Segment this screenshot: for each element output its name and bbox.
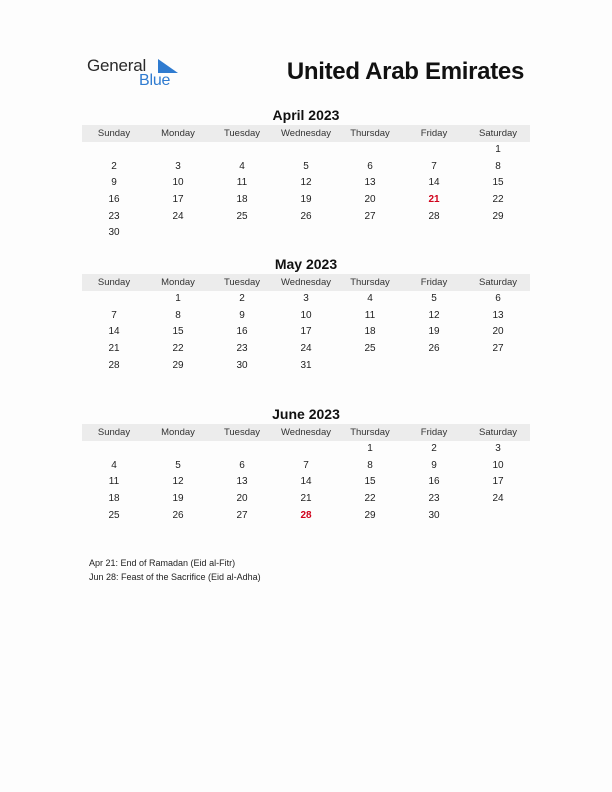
day-cell: 13 <box>236 476 248 488</box>
weekday-label: Sunday <box>97 128 131 139</box>
empty-day-cell <box>274 441 338 458</box>
day-cell: 7 <box>303 459 309 471</box>
day-cell: 21 <box>428 194 440 206</box>
day-cell: 23 <box>108 210 120 222</box>
day-cell: 29 <box>492 210 504 222</box>
day-cell: 11 <box>108 476 120 488</box>
flag-icon <box>156 59 178 73</box>
empty-day-cell <box>274 142 338 159</box>
weekday-label: Tuesday <box>223 277 261 288</box>
day-cell: 12 <box>428 309 440 321</box>
day-cell: 6 <box>367 160 373 172</box>
day-cell: 2 <box>239 293 245 304</box>
month-may <box>82 254 530 374</box>
empty-day-cell <box>402 142 466 159</box>
day-cell: 20 <box>236 493 248 505</box>
day-cell: 22 <box>492 194 504 206</box>
month-april <box>82 105 530 242</box>
holiday-note: Apr 21: End of Ramadan (Eid al-Fitr) <box>89 558 236 568</box>
day-cell: 25 <box>108 509 120 521</box>
week-row <box>82 225 530 242</box>
empty-day-cell <box>82 441 146 458</box>
day-cell: 24 <box>300 343 312 355</box>
day-cell: 24 <box>492 493 504 505</box>
day-cell: 6 <box>239 459 245 471</box>
day-cell: 27 <box>364 210 376 222</box>
empty-day-cell <box>210 142 274 159</box>
day-cell: 22 <box>364 493 376 505</box>
day-cell: 30 <box>428 509 440 521</box>
month-grid <box>82 441 530 524</box>
day-cell: 11 <box>364 309 376 321</box>
day-cell: 5 <box>175 459 181 471</box>
empty-day-cell <box>146 142 210 159</box>
weekday-header <box>82 125 530 142</box>
day-cell: 20 <box>492 326 504 338</box>
day-cell: 16 <box>108 194 120 206</box>
empty-day-cell <box>274 225 338 242</box>
day-cell: 14 <box>300 476 312 488</box>
holiday-notes <box>89 557 261 584</box>
empty-day-cell <box>466 508 530 525</box>
day-cell: 29 <box>172 359 184 371</box>
empty-day-cell <box>146 225 210 242</box>
empty-day-cell <box>466 225 530 242</box>
month-title: April 2023 <box>272 107 340 123</box>
day-cell: 25 <box>364 343 376 355</box>
month-june <box>82 404 530 524</box>
week-row <box>82 175 530 192</box>
day-cell: 23 <box>428 493 440 505</box>
day-cell: 18 <box>108 493 120 505</box>
day-cell: 4 <box>239 160 245 172</box>
weekday-label: Wednesday <box>281 277 331 288</box>
weekday-label: Friday <box>420 277 448 288</box>
month-grid <box>82 142 530 242</box>
empty-day-cell <box>338 358 402 375</box>
week-row <box>82 341 530 358</box>
day-cell: 8 <box>495 160 501 172</box>
week-row <box>82 474 530 491</box>
weekday-label: Monday <box>161 128 195 139</box>
empty-day-cell <box>82 291 146 308</box>
weekday-label: Saturday <box>478 128 518 139</box>
day-cell: 12 <box>172 476 184 488</box>
week-row <box>82 358 530 375</box>
month-grid <box>82 291 530 374</box>
week-row <box>82 308 530 325</box>
day-cell: 10 <box>172 177 184 189</box>
weekday-label: Thursday <box>350 277 390 288</box>
day-cell: 24 <box>172 210 184 222</box>
week-row <box>82 324 530 341</box>
day-cell: 10 <box>300 309 312 321</box>
day-cell: 9 <box>239 309 245 321</box>
empty-day-cell <box>402 358 466 375</box>
weekday-label: Monday <box>161 277 195 288</box>
day-cell: 10 <box>492 459 504 471</box>
brand-blue-text: Blue <box>139 72 171 89</box>
month-title: May 2023 <box>274 256 338 272</box>
day-cell: 26 <box>172 509 184 521</box>
day-cell: 21 <box>108 343 120 355</box>
day-cell: 14 <box>108 326 120 338</box>
day-cell: 19 <box>428 326 440 338</box>
day-cell: 7 <box>111 309 117 321</box>
day-cell: 17 <box>492 476 504 488</box>
day-cell: 26 <box>300 210 312 222</box>
week-row <box>82 192 530 209</box>
day-cell: 30 <box>108 227 120 239</box>
day-cell: 4 <box>367 293 373 304</box>
day-cell: 13 <box>364 177 376 189</box>
day-cell: 28 <box>428 210 440 222</box>
empty-day-cell <box>402 225 466 242</box>
empty-day-cell <box>466 358 530 375</box>
day-cell: 20 <box>364 194 376 206</box>
day-cell: 18 <box>364 326 376 338</box>
day-cell: 30 <box>236 359 248 371</box>
day-cell: 11 <box>236 177 248 189</box>
day-cell: 19 <box>172 493 184 505</box>
day-cell: 19 <box>300 194 312 206</box>
weekday-label: Sunday <box>97 277 131 288</box>
day-cell: 28 <box>108 359 120 371</box>
weekday-label: Tuesday <box>223 128 261 139</box>
week-row <box>82 209 530 226</box>
day-cell: 9 <box>111 177 117 189</box>
weekday-label: Tuesday <box>223 427 261 438</box>
day-cell: 3 <box>495 443 501 454</box>
empty-day-cell <box>82 142 146 159</box>
weekday-label: Wednesday <box>281 427 331 438</box>
day-cell: 22 <box>172 343 184 355</box>
day-cell: 18 <box>236 194 248 206</box>
day-cell: 14 <box>428 177 440 189</box>
weekday-label: Thursday <box>350 427 390 438</box>
empty-day-cell <box>210 225 274 242</box>
day-cell: 31 <box>300 359 312 371</box>
day-cell: 3 <box>303 293 309 304</box>
day-cell: 16 <box>428 476 440 488</box>
day-cell: 6 <box>495 293 501 304</box>
weekday-label: Sunday <box>97 427 131 438</box>
day-cell: 26 <box>428 343 440 355</box>
weekday-label: Saturday <box>478 277 518 288</box>
day-cell: 2 <box>431 443 437 454</box>
day-cell: 1 <box>367 443 373 454</box>
empty-day-cell <box>338 225 402 242</box>
day-cell: 8 <box>175 309 181 321</box>
day-cell: 5 <box>431 293 437 304</box>
day-cell: 13 <box>492 309 504 321</box>
empty-day-cell <box>338 142 402 159</box>
weekday-header <box>82 274 530 291</box>
day-cell: 9 <box>431 459 437 471</box>
week-row <box>82 291 530 308</box>
day-cell: 15 <box>364 476 376 488</box>
week-row <box>82 159 530 176</box>
holiday-note: Jun 28: Feast of the Sacrifice (Eid al-Adha) <box>89 571 261 582</box>
week-row <box>82 441 530 458</box>
day-cell: 28 <box>300 509 312 521</box>
day-cell: 29 <box>364 509 376 521</box>
day-cell: 1 <box>175 293 181 304</box>
month-title: June 2023 <box>272 406 340 422</box>
day-cell: 2 <box>111 160 117 172</box>
day-cell: 17 <box>300 326 312 338</box>
day-cell: 15 <box>172 326 184 338</box>
day-cell: 4 <box>111 459 117 471</box>
week-row <box>82 491 530 508</box>
day-cell: 25 <box>236 210 248 222</box>
empty-day-cell <box>146 441 210 458</box>
weekday-label: Saturday <box>478 427 518 438</box>
day-cell: 3 <box>175 160 181 172</box>
day-cell: 7 <box>431 160 437 172</box>
brand-logo <box>87 56 187 92</box>
day-cell: 8 <box>367 459 373 471</box>
week-row <box>82 458 530 475</box>
day-cell: 16 <box>236 326 248 338</box>
day-cell: 12 <box>300 177 312 189</box>
empty-day-cell <box>210 441 274 458</box>
day-cell: 1 <box>495 144 501 155</box>
weekday-label: Thursday <box>350 128 390 139</box>
day-cell: 21 <box>300 493 312 505</box>
brand-general-text: General <box>87 56 147 75</box>
day-cell: 17 <box>172 194 184 206</box>
day-cell: 27 <box>492 343 504 355</box>
day-cell: 23 <box>236 343 248 355</box>
weekday-header <box>82 424 530 441</box>
weekday-label: Friday <box>420 427 448 438</box>
week-row <box>82 508 530 525</box>
weekday-label: Friday <box>420 128 448 139</box>
day-cell: 27 <box>236 509 248 521</box>
day-cell: 15 <box>492 177 504 189</box>
weekday-label: Monday <box>161 427 195 438</box>
weekday-label: Wednesday <box>281 128 331 139</box>
country-title: United Arab Emirates <box>286 58 524 85</box>
day-cell: 5 <box>303 160 309 172</box>
week-row <box>82 142 530 159</box>
